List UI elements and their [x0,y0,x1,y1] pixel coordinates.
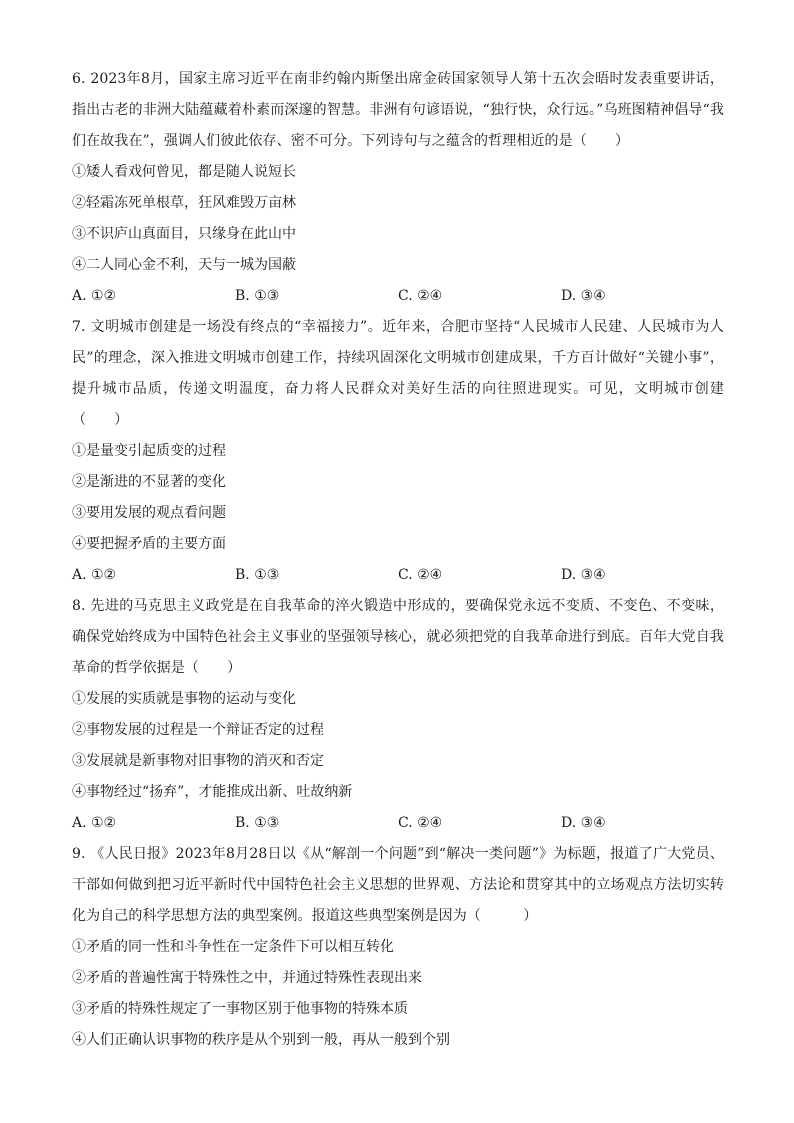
question-stem: 9. 《人民日报》2023年8月28日以《从“解剖一个问题”到“解决一类问题”》为标题，报道了广大党员、干部如何做到把习近平新时代中国特色社会主义思想的世界观、方法论和贯穿其中的立场观点方法切实转化为自己的科学思想方法的典型案例。报道这些典型案例是因为（ ） [72,846,724,924]
choice-a: A. ①② [72,815,117,831]
choice-b: B. ①③ [235,815,280,831]
answer-choices [72,808,724,839]
statement-option: ④要把握矛盾的主要方面 [72,536,226,552]
choice-c: C. ②④ [398,815,443,831]
question-9 [72,839,724,1056]
statement-option: ④二人同心金不利，天与一城为国蔽 [72,257,296,273]
statement-option: ②轻霜冻死单根草，狂风难毁万亩林 [72,195,296,211]
statement-option: ③不识庐山真面目，只缘身在此山中 [72,226,296,242]
choice-b: B. ①③ [235,288,280,304]
choice-a: A. ①② [72,288,117,304]
statement-option: ④事物经过“扬弃”，才能推成出新、吐故纳新 [72,784,353,800]
statement-option: ③矛盾的特殊性规定了一事物区别于他事物的特殊本质 [72,1001,408,1017]
statement-option: ①是量变引起质变的过程 [72,443,226,459]
question-stem: 7. 文明城市创建是一场没有终点的“幸福接力”。近年来，合肥市坚持“人民城市人民建、人民城市为人民”的理念，深入推进文明城市创建工作，持续巩固深化文明城市创建成果，千方百计做好“关键小事”，提升城市品质，传递文明温度，奋力将人民群众对美好生活的向往照进现实。可见，文明城市创建（ ） [72,319,724,428]
statement-option: ①发展的实质就是事物的运动与变化 [72,691,296,707]
question-6 [72,64,724,312]
question-8 [72,591,724,839]
statement-option: ③发展就是新事物对旧事物的消灭和否定 [72,753,324,769]
choice-d: D. ③④ [561,815,606,831]
choice-a: A. ①② [72,567,117,583]
statement-option: ②事物发展的过程是一个辩证否定的过程 [72,722,324,738]
statement-option: ①矮人看戏何曾见，都是随人说短长 [72,164,296,180]
exam-page [72,64,724,1056]
answer-choices [72,281,724,312]
choice-c: C. ②④ [398,288,443,304]
question-stem: 8. 先进的马克思主义政党是在自我革命的淬火锻造中形成的，要确保党永远不变质、不变色、不变味，确保党始终成为中国特色社会主义事业的坚强领导核心，就必须把党的自我革命进行到底。百年大党自我革命的哲学依据是（ ） [72,598,724,676]
statement-option: ①矛盾的同一性和斗争性在一定条件下可以相互转化 [72,939,394,955]
statement-option: ②矛盾的普遍性寓于特殊性之中，并通过特殊性表现出来 [72,970,422,986]
question-stem: 6. 2023年8月，国家主席习近平在南非约翰内斯堡出席金砖国家领导人第十五次会晤时发表重要讲话，指出古老的非洲大陆蕴藏着朴素而深邃的智慧。非洲有句谚语说，“独行快，众行远。”乌班图精神倡导“我们在故我在”，强调人们彼此依存、密不可分。下列诗句与之蕴含的哲理相近的是（ ） [72,71,724,149]
choice-d: D. ③④ [561,567,606,583]
statement-option: ④人们正确认识事物的秩序是从个别到一般，再从一般到个别 [72,1032,450,1048]
choice-b: B. ①③ [235,567,280,583]
statement-option: ③要用发展的观点看问题 [72,505,226,521]
choice-c: C. ②④ [398,567,443,583]
answer-choices [72,560,724,591]
statement-option: ②是渐进的不显著的变化 [72,474,226,490]
question-7 [72,312,724,591]
choice-d: D. ③④ [561,288,606,304]
